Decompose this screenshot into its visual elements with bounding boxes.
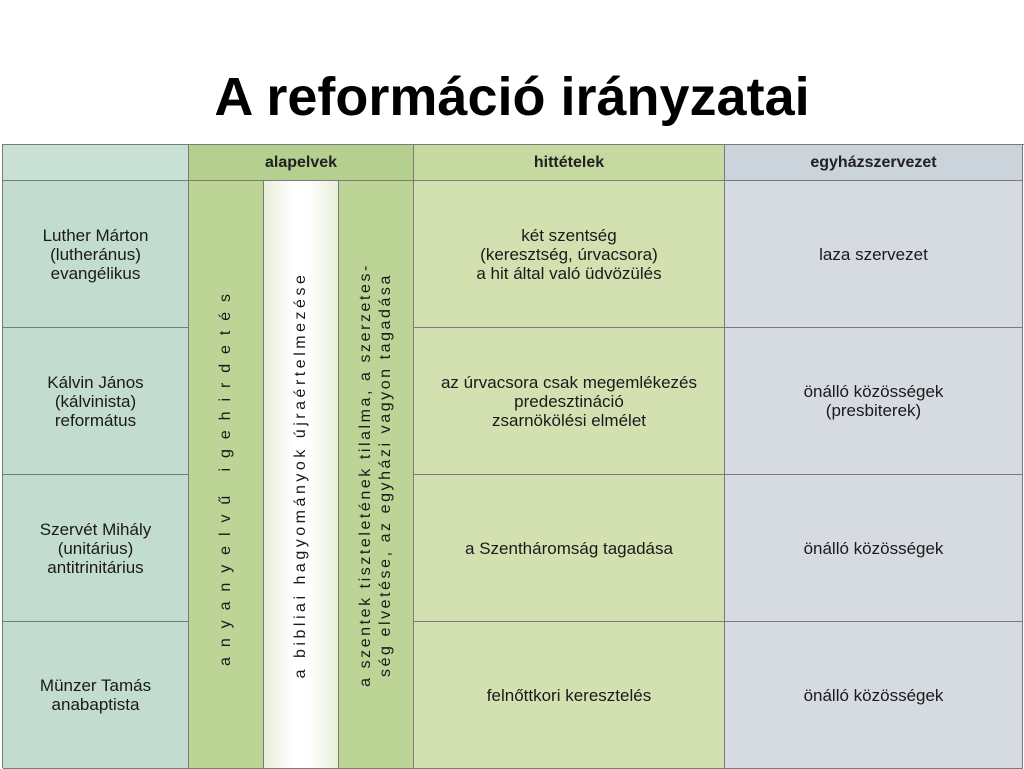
row-egyhaz-luther: laza szervezet xyxy=(725,181,1023,328)
header-hittetelek: hittételek xyxy=(414,145,725,181)
alapelvek-column-2 xyxy=(264,181,339,769)
row-name-munzer: Münzer Tamás anabaptista xyxy=(3,622,189,769)
reformation-table xyxy=(2,144,1024,768)
row-hittetelek-szervet: a Szentháromság tagadása xyxy=(414,475,725,622)
row-hittetelek-luther: két szentség (keresztség, úrvacsora) a hit által való üdvözülés xyxy=(414,181,725,328)
alapelvek-text-3 xyxy=(356,181,396,769)
alapelvek-text-2: a bibliai hagyományok újraértelmezése xyxy=(292,271,309,678)
row-name-luther: Luther Márton (lutheránus) evangélikus xyxy=(3,181,189,328)
header-egyhazszervezet: egyházszervezet xyxy=(725,145,1023,181)
row-egyhaz-kalvin: önálló közösségek (presbiterek) xyxy=(725,328,1023,475)
row-name-szervet: Szervét Mihály (unitárius) antitrinitárius xyxy=(3,475,189,622)
row-egyhaz-munzer: önálló közösségek xyxy=(725,622,1023,769)
alapelvek-text-3-line-1: a szentek tiszteletének tilalma, a szerzetes- xyxy=(357,262,374,687)
alapelvek-column-1 xyxy=(189,181,264,769)
row-egyhaz-szervet: önálló közösségek xyxy=(725,475,1023,622)
alapelvek-text-1: anyanyelvű igehirdetés xyxy=(217,283,234,666)
header-alapelvek: alapelvek xyxy=(189,145,414,181)
row-hittetelek-munzer: felnőttkori keresztelés xyxy=(414,622,725,769)
header-corner xyxy=(3,145,189,181)
alapelvek-text-3-line-2: ség elvetése, az egyházi vagyon tagadása xyxy=(377,272,394,677)
alapelvek-column-3 xyxy=(339,181,414,769)
row-name-kalvin: Kálvin János (kálvinista) református xyxy=(3,328,189,475)
row-hittetelek-kalvin: az úrvacsora csak megemlékezés predesztináció zsarnökölési elmélet xyxy=(414,328,725,475)
page-title: A reformáció irányzatai xyxy=(214,67,810,127)
